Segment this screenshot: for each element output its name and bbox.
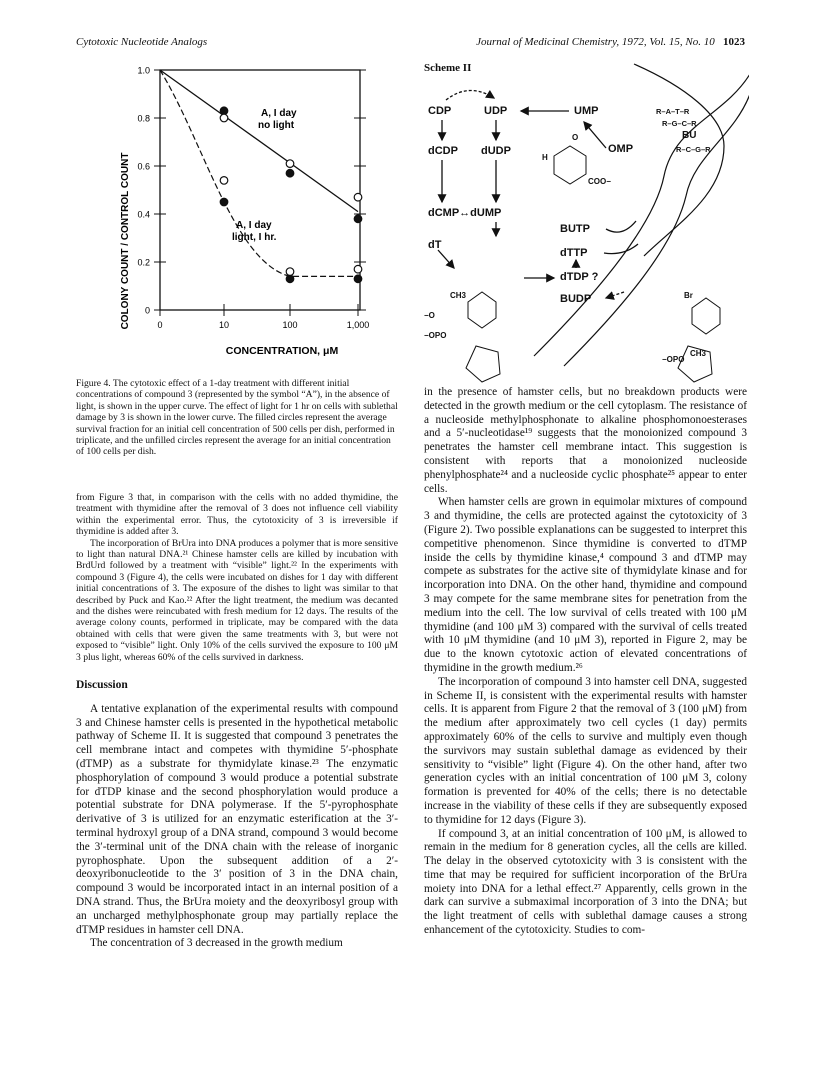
x-tick-label: 100 [282,320,298,330]
right-column [424,386,747,938]
figure-4-chart [76,56,406,372]
label-dcmp-dump: dCMP↔dUMP [428,207,502,219]
data-point [286,160,294,168]
y-tick-label: 0.2 [137,257,150,268]
label-dtdp: dTDP ? [560,271,599,283]
dna-rgc: R–G–C–R [662,119,697,128]
data-points [220,107,362,283]
data-point [286,169,294,177]
x-tick-label: 1,000 [346,320,370,330]
y-tick-label: 1.0 [137,65,150,76]
annotation-light [232,220,277,243]
data-point [220,114,228,122]
paragraph-r1: in the presence of hamster cells, but no breakdown products were detected in the growth medium or the cell cytoplasm. The resistance of a nucleoside methylphosphonate to alkaline phosphomonoesterases and a 5′-nucleotidase¹⁹ suggests that the monoionized compound 3 penetrates the hamster cell membrane intact. This suggestion is consistent with reports that a monoionized nucleoside phenylphosphate²⁴ and a nucleoside cyclic phosphate²⁵ appear to enter cells. [424,386,747,495]
y-tick-label: 0.6 [137,161,150,172]
running-header: Cytotoxic Nucleotide Analogs [76,36,208,48]
label-ch3-right: CH3 [690,349,707,358]
label-opo-right: −OPO [662,355,685,364]
y-tick-label: 0.8 [137,113,150,124]
data-point [354,275,362,283]
annotation-line: no light [258,120,295,131]
left-column [76,492,398,951]
y-axis-label: COLONY COUNT / CONTROL COUNT [120,152,131,330]
dna-rat: R–A–T–R [656,107,690,116]
figure-4-caption: Figure 4. The cytotoxic effect of a 1-day treatment with different initial concentrations of compound 3 (represented by the symbol “A”), in the absence of light, is shown in the upper curve. The effect of light for 1 hr on cells with sublethal damage by 3 is shown in the lower curve. The filled circles represent the average survival fraction for an initial cell concentration of 500 cells per dish, performed in triplicate, and the unfilled circles represent the average for an initial concentration of 100 cells per dish. [76,378,398,458]
journal-name: Journal of Medicinal Chemistry, 1972, Vol. 15, No. 10 [476,36,715,48]
label-coo: COO− [588,177,611,186]
chart-axes [137,66,369,331]
data-point [286,275,294,283]
label-dt: dT [428,239,442,251]
label-ch3-left: CH3 [450,291,467,300]
label-butp: BUTP [560,223,590,235]
label-udp: UDP [484,105,508,117]
y-tick-label: 0 [144,305,150,316]
fit-curves [160,70,358,276]
label-minus-o: −O [424,311,435,320]
x-tick-label: 10 [218,320,230,330]
label-br: Br [684,291,693,300]
label-opo-left: −OPO [424,331,447,340]
x-tick-label: 0 [157,320,163,330]
data-point [286,268,294,276]
annotation-line: A, I day [261,108,297,119]
label-o-top: O [572,133,579,142]
annotation-line: A, I day [236,220,272,231]
discussion-heading: Discussion [76,679,128,692]
label-dudp: dUDP [481,145,511,157]
data-point [354,193,362,201]
paragraph-r4: If compound 3, at an initial concentration of 100 μM, is allowed to remain in the medium for 8 generation cycles, all the cells are killed. The delay in the observed cytotoxicity with 3 is consistent with the time that may be required for sufficient incorporation of the BrUra moiety into DNA for a lethal effect.²⁷ Apparently, cells grown in the dark can survive a submaximal incorporation of 3 into the DNA; but the light treatment of cells with sublethal damage causes a strong enhancement of the cytotoxicity. Studies to com- [424,827,747,937]
dna-rcg: R–C–G–R [676,145,711,154]
paragraph-4: The concentration of 3 decreased in the growth medium [90,937,343,950]
journal-citation [476,36,745,48]
dna-bu: BU [682,130,697,141]
plot-frame [160,70,360,310]
label-dcdp: dCDP [428,145,458,157]
paragraph-r2: When hamster cells are grown in equimolar mixtures of compound 3 and thymidine, the cells are protected against the cytotoxicity of 3 (Figure 2). Two possible explanations can be suggested to interpret this competitive phenomenon. Since thymidine is converted to dTMP inside the cells by thymidine kinase,⁴ compound 3 and dTMP may compete as substrates for the active site of thymidylate kinase and for incorporation into DNA. On the other hand, thymidine and compound 3 may compete for the same membrane sites for penetration from the medium into the cell. The low survival of cells treated with 100 μM thymidine (and 100 μM 3) compared with the survival of cells treated with 10 μM thymidine (and 10 μM 3), reported in Figure 2, may be due to the known cytotoxic action of elevated concentrations of thymidine in the growth medium.²⁶ [424,496,747,674]
upper-fit-line [160,70,358,212]
label-dttp: dTTP [560,247,588,259]
data-point [354,265,362,273]
data-point [354,215,362,223]
lower-fit-curve [160,70,358,276]
paragraph-3: A tentative explanation of the experimental results with compound 3 and Chinese hamster cells is presented in the hypothetical metabolic pathway of Scheme II. It is suggested that compound 3 penetrates the cell membrane intact and competes with thymidine 5′-phosphate (dTMP) as a substrate for thymidylate kinase.²³ The enzymatic phosphorylation of compound 3 would produce a potential substrate for dTDP kinase and the second phosphorylation would produce a potential substrate for DNA polymerase. If the 5′-pyrophosphate derivative of 3 is utilized for an enzymatic esterification at the 3′-terminal hydroxyl group of a DNA strand, compound 3 would become the 3′-terminal unit of the DNA chain with the release of inorganic pyrophosphate. Upon the subsequent addition of a 2′-deoxyribonucleotide to the 3′ position of 3 in the DNA chain, compound 3 would be incorporated intact in an internal position of a DNA strand. Thus, the BrUra moiety and the deoxyribosyl group with an uncharged methylphosphonate group may partially replace the dTMP residues in hamster cell DNA. [76,702,398,936]
paragraph-1: from Figure 3 that, in comparison with the cells with no added thymidine, the treatment with thymidine after the removal of 3 does not influence cell viability within the experimental error. Thus, the cytotoxicity of 3 is irreversible if thymidine is added after 3. [76,492,398,538]
label-ump: UMP [574,105,599,117]
y-tick-label: 0.4 [137,209,150,220]
scheme-ii-diagram [424,56,749,386]
paragraph-2: The incorporation of BrUra into DNA produces a polymer that is more sensitive to light than natural DNA.²¹ Chinese hamster cells are killed by incubation with BrdUrd followed by a treatment with “visible” light.²² In the experiments with compound 3 (Figure 4), the cells were incubated on dishes for 1 day with different initial concentrations of 3. The exposure of the dishes to light was similar to that described by Puck and Kao.²² After the light treatment, the medium was decanted and the dishes were reincubated with fresh medium for 12 days. The results of the average colony counts, performed in triplicate, may be compared with the data obtained with cells that were given the same treatments with 3, but were not exposed to “visible” light. Only 10% of the cells survived the exposure to 100 μM 3 plus light, whereas 60% of the cells survived in darkness. [76,537,398,663]
data-point [220,198,228,206]
label-cdp: CDP [428,105,452,117]
label-budp: BUDP [560,293,592,305]
page-number: 1023 [723,36,745,48]
scheme-title: Scheme II [424,62,472,74]
annotation-line: light, I hr. [232,232,277,243]
label-omp: OMP [608,143,634,155]
annotation-no-light [258,108,297,131]
data-point [220,177,228,185]
x-axis-label: CONCENTRATION, μM [225,345,339,357]
label-h-ring: H [542,153,548,162]
data-point [220,107,228,115]
paragraph-r3: The incorporation of compound 3 into hamster cell DNA, suggested in Scheme II, is consistent with the experimental results with hamster cells. It is apparent from Figure 2 that the removal of 3 (100 μM) from the medium after approximately two cell cycles (1 day) permits approximately 60% of the cells to survive and multiply even though the survivors may sustain sublethal damage as evidenced by their sensitivity to “visible” light (Figure 4). On the other hand, after two generation cycles with an initial concentration of 100 μM 3, colony formation is prevented for 40% of the cells; there is no detectable increase in the viability of these cells if they are subsequently exposed to thymidine for 12 days (Figure 3). [424,675,747,826]
